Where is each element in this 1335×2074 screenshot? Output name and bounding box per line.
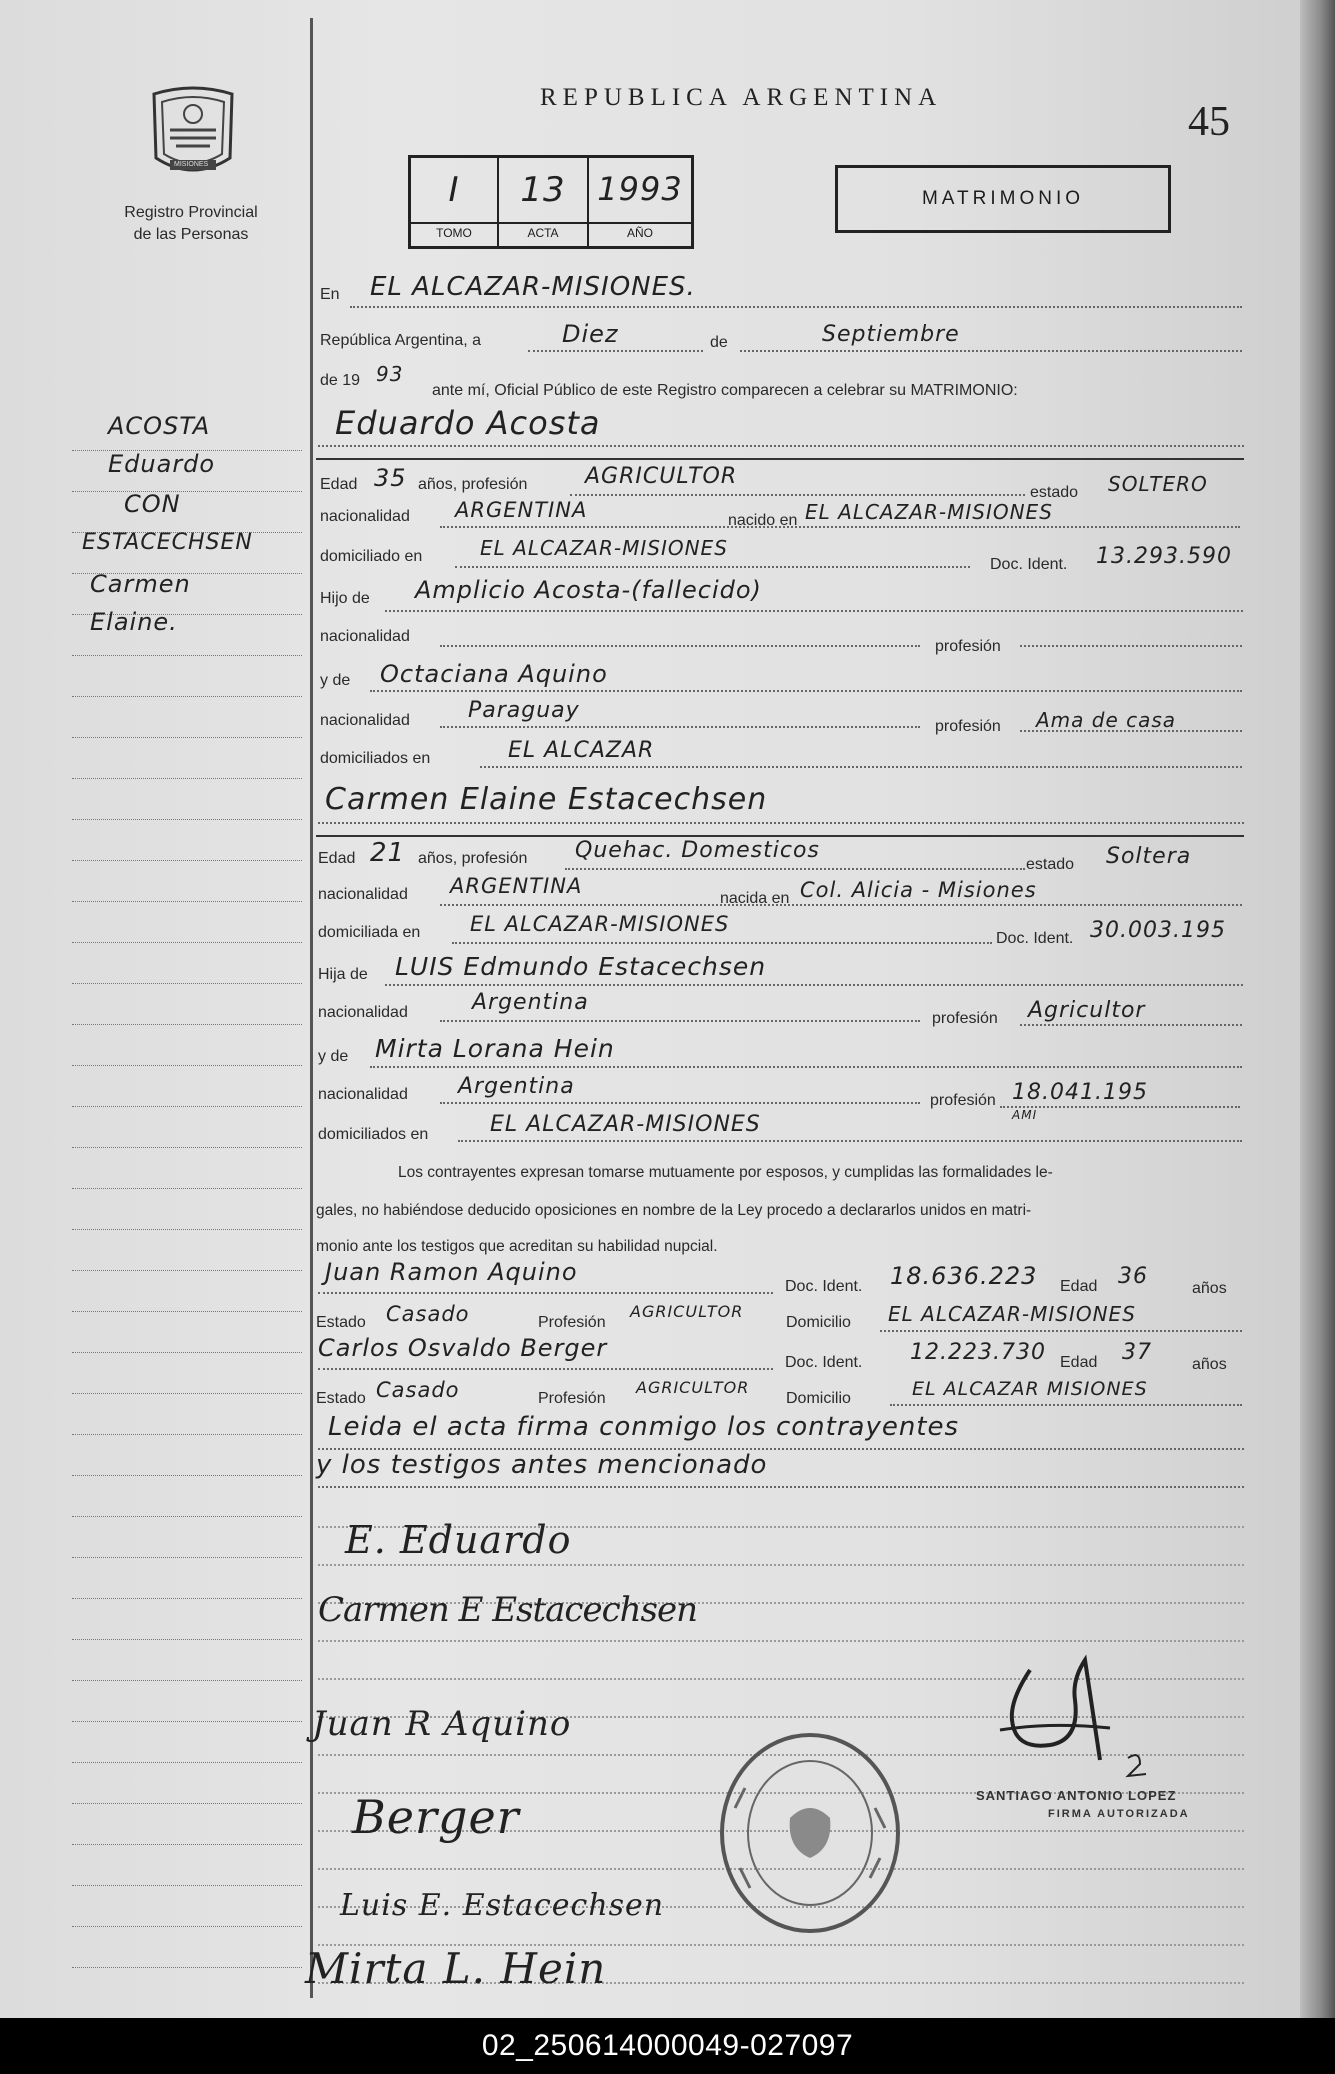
bride-father: LUIS Edmundo Estacechsen [395, 952, 767, 981]
witness-2-dom-label: Domicilio [786, 1390, 851, 1407]
witness-2-name: Carlos Osvaldo Berger [318, 1334, 608, 1362]
margin-rule [72, 1639, 302, 1640]
bride-parents-domicile: EL ALCAZAR-MISIONES [490, 1112, 761, 1137]
groom-estado: SOLTERO [1108, 472, 1208, 496]
book-edge [1300, 0, 1335, 2018]
signature-bride: Carmen E Estacechsen [318, 1590, 698, 1630]
tomo-value: I [448, 170, 460, 210]
closing-line: Leida el acta firma conmigo los contrayentes [328, 1412, 960, 1442]
margin-rule [72, 942, 302, 943]
margin-note-line: Eduardo [108, 450, 216, 478]
bride-mother-profession: 18.041.195 [1012, 1080, 1148, 1105]
margin-rule [72, 1803, 302, 1804]
year-suffix: 93 [376, 362, 404, 386]
registry-name [96, 202, 286, 246]
margin-rule [72, 1065, 302, 1066]
margin-rule [72, 778, 302, 779]
groom-father-nac-label: nacionalidad [320, 628, 410, 645]
groom-mother-nac-label: nacionalidad [320, 712, 410, 729]
year-prefix: de 19 [320, 372, 361, 389]
day-value: Diez [562, 320, 619, 348]
witness-1-doc-label: Doc. Ident. [785, 1278, 863, 1295]
margin-rule [72, 1352, 302, 1353]
bride-nacida-label: nacida en [720, 890, 790, 907]
bride-estado-label: estado [1026, 856, 1075, 873]
groom-mother: Octaciana Aquino [380, 660, 608, 688]
witness-2-domicile: EL ALCAZAR MISIONES [912, 1378, 1148, 1400]
groom-doc: 13.293.590 [1096, 544, 1232, 569]
margin-rule [72, 655, 302, 656]
margin-rule [72, 1270, 302, 1271]
margin-rule [72, 1106, 302, 1107]
groom-profesion-label: años, profesión [418, 476, 528, 493]
groom-parents-dom-label: domiciliados en [320, 750, 431, 767]
official-signature-icon [990, 1640, 1170, 1795]
registry-seal-icon [146, 84, 240, 187]
witness-1-age: 36 [1118, 1264, 1148, 1289]
page-number: 45 [1188, 99, 1230, 145]
bride-estado: Soltera [1106, 844, 1192, 869]
groom-estado-label: estado [1030, 484, 1079, 501]
bride-age: 21 [370, 838, 406, 868]
margin-rule [72, 901, 302, 902]
margin-rule [72, 1475, 302, 1476]
footer-id: 02_250614000049-027097 [0, 2018, 1335, 2074]
groom-father: Amplicio Acosta-(fallecido) [415, 576, 762, 604]
bride-profession: Quehac. Domesticos [575, 838, 820, 863]
bride-mother-prof-note: AMI [1012, 1108, 1038, 1122]
republica-label: República Argentina, a [320, 332, 481, 349]
margin-rule [72, 860, 302, 861]
groom-nac-label: nacionalidad [320, 508, 410, 525]
declaration-line: Los contrayentes expresan tomarse mutuamente por esposos, y cumplidas las formalidades le- [398, 1164, 1053, 1181]
country-title: REPUBLICA ARGENTINA [540, 84, 943, 111]
bride-mother-prof-label: profesión [930, 1092, 996, 1109]
bride-domicile: EL ALCAZAR-MISIONES [470, 912, 730, 936]
witness-1-estado-label: Estado [316, 1314, 366, 1331]
witness-1-anos-label: años [1192, 1280, 1227, 1297]
bride-mother-nationality: Argentina [458, 1074, 575, 1099]
margin-rule [72, 1598, 302, 1599]
groom-domicile: EL ALCAZAR-MISIONES [480, 536, 728, 560]
margin-note-line: CON [124, 490, 181, 518]
groom-name: Eduardo Acosta [335, 404, 601, 442]
bride-father-profession: Agricultor [1028, 998, 1146, 1023]
official-seal-icon [715, 1728, 905, 1943]
bride-profesion-label: años, profesión [418, 850, 528, 867]
groom-profession: AGRICULTOR [585, 464, 738, 489]
closing-line: y los testigos antes mencionado [316, 1450, 768, 1480]
margin-rule [72, 1188, 302, 1189]
groom-parents-domicile: EL ALCAZAR [508, 738, 655, 763]
margin-divider [310, 18, 313, 1998]
witness-2-age: 37 [1122, 1340, 1152, 1365]
bride-doc: 30.003.195 [1090, 918, 1226, 943]
margin-rule [72, 696, 302, 697]
acta-value: 13 [520, 170, 566, 210]
witness-2-doc-label: Doc. Ident. [785, 1354, 863, 1371]
margin-rule [72, 1885, 302, 1886]
signature-witness-2: Berger [352, 1790, 520, 1844]
margin-rule [72, 1229, 302, 1230]
groom-dom-label: domiciliado en [320, 548, 423, 565]
registry-line-2: de las Personas [133, 226, 249, 243]
bride-father-prof-label: profesión [932, 1010, 998, 1027]
bride-father-nationality: Argentina [472, 990, 589, 1015]
official-title: FIRMA AUTORIZADA [1048, 1808, 1190, 1820]
groom-mother-prof-label: profesión [935, 718, 1001, 735]
witness-2-estado-label: Estado [316, 1390, 366, 1407]
signature-rule [318, 1564, 1244, 1566]
seal-label: MISIONES [174, 161, 209, 168]
groom-age: 35 [374, 464, 407, 492]
witness-2-anos-label: años [1192, 1356, 1227, 1373]
margin-rule [72, 491, 302, 492]
witness-1-prof-label: Profesión [538, 1314, 606, 1331]
witness-1-doc: 18.636.223 [890, 1262, 1038, 1290]
witness-1-edad-label: Edad [1060, 1278, 1098, 1295]
signature-bride-father: Luis E. Estacechsen [340, 1888, 665, 1923]
margin-rule [72, 1147, 302, 1148]
margin-rule [72, 819, 302, 820]
intro-statement: ante mí, Oficial Público de este Registro comparecen a celebrar su MATRIMONIO: [432, 382, 1018, 399]
margin-rule [72, 1557, 302, 1558]
ano-label: AÑO [626, 226, 653, 240]
en-label: En [320, 286, 340, 303]
margin-rule [72, 1762, 302, 1763]
witness-2-prof-label: Profesión [538, 1390, 606, 1407]
groom-yde-label: y de [320, 672, 351, 689]
act-type-label: MATRIMONIO [921, 188, 1085, 209]
bride-doc-label: Doc. Ident. [996, 930, 1074, 947]
signature-groom: E. Eduardo [345, 1518, 572, 1562]
witness-1-name: Juan Ramon Aquino [325, 1258, 578, 1286]
margin-note-line: ESTACECHSEN [82, 530, 253, 555]
margin-rule [72, 1311, 302, 1312]
margin-rule [72, 1967, 302, 1968]
witness-1-estado: Casado [386, 1302, 470, 1326]
record-box [408, 155, 694, 249]
margin-note-line: Elaine. [90, 608, 178, 636]
bride-mother-nac-label: nacionalidad [318, 1086, 408, 1103]
witness-1-profession: AGRICULTOR [630, 1302, 744, 1321]
bride-hija-label: Hija de [318, 966, 368, 983]
signature-witness-1: Juan R Aquino [312, 1704, 572, 1744]
witness-2-profession: AGRICULTOR [636, 1378, 750, 1397]
bride-birthplace: Col. Alicia - Misiones [800, 878, 1037, 902]
place-value: EL ALCAZAR-MISIONES. [370, 272, 696, 302]
bride-edad-label: Edad [318, 850, 356, 867]
de-label: de [710, 334, 728, 351]
groom-mother-profession: Ama de casa [1036, 708, 1177, 732]
witness-2-estado: Casado [376, 1378, 460, 1402]
margin-rule [72, 1393, 302, 1394]
bride-name: Carmen Elaine Estacechsen [325, 782, 768, 817]
margin-rule [72, 1516, 302, 1517]
margin-rule [72, 983, 302, 984]
act-type-box [835, 165, 1171, 233]
acta-label: ACTA [527, 226, 559, 240]
margin-rule [72, 1434, 302, 1435]
ano-value: 1993 [597, 170, 683, 208]
margin-rule [72, 1926, 302, 1927]
registry-line-1: Registro Provincial [124, 204, 258, 221]
witness-2-doc: 12.223.730 [910, 1340, 1046, 1365]
groom-father-prof-label: profesión [935, 638, 1001, 655]
groom-mother-nationality: Paraguay [468, 698, 580, 723]
margin-rule [72, 1680, 302, 1681]
bride-yde-label: y de [318, 1048, 349, 1065]
signature-bride-mother: Mirta L. Hein [305, 1944, 607, 1993]
bride-parents-dom-label: domiciliados en [318, 1126, 429, 1143]
witness-2-edad-label: Edad [1060, 1354, 1098, 1371]
groom-doc-label: Doc. Ident. [990, 556, 1068, 573]
bride-father-nac-label: nacionalidad [318, 1004, 408, 1021]
bride-nationality: ARGENTINA [450, 874, 583, 898]
groom-birthplace: EL ALCAZAR-MISIONES [805, 500, 1053, 524]
groom-hijo-label: Hijo de [320, 590, 370, 607]
bride-nac-label: nacionalidad [318, 886, 408, 903]
declaration-line: gales, no habiéndose deducido oposiciones en nombre de la Ley procedo a declararlos unidos en matri- [316, 1202, 1032, 1219]
margin-rule [72, 1024, 302, 1025]
groom-edad-label: Edad [320, 476, 358, 493]
bride-dom-label: domiciliada en [318, 924, 421, 941]
witness-1-dom-label: Domicilio [786, 1314, 851, 1331]
month-value: Septiembre [822, 322, 960, 347]
official-name: SANTIAGO ANTONIO LOPEZ [976, 1788, 1177, 1803]
margin-note-line: Carmen [90, 570, 191, 598]
bride-mother: Mirta Lorana Hein [375, 1034, 615, 1063]
declaration-line: monio ante los testigos que acreditan su habilidad nupcial. [316, 1238, 718, 1255]
margin-rule [72, 1844, 302, 1845]
groom-nacido-label: nacido en [728, 512, 798, 529]
groom-nationality: ARGENTINA [455, 498, 588, 522]
margin-rule [72, 737, 302, 738]
margin-note-line: ACOSTA [108, 412, 211, 440]
tomo-label: TOMO [436, 226, 472, 240]
margin-rule [72, 1721, 302, 1722]
witness-1-domicile: EL ALCAZAR-MISIONES [888, 1302, 1136, 1326]
